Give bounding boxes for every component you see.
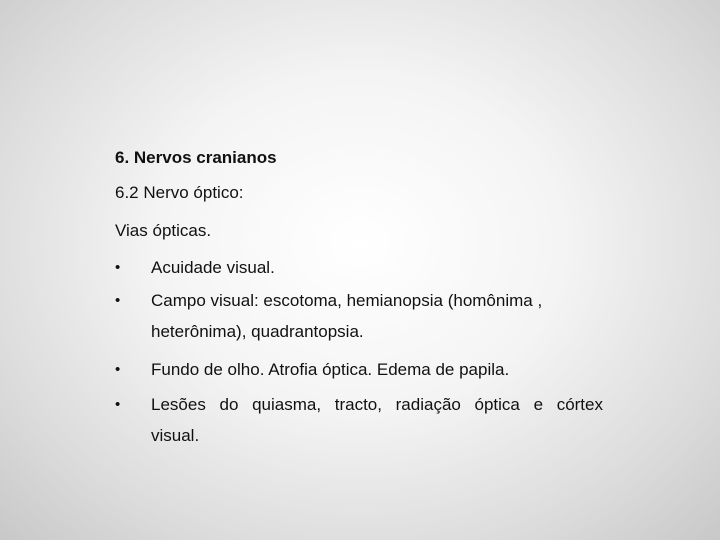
bullet-icon: • — [115, 396, 121, 413]
bullet-icon: • — [115, 361, 121, 378]
bullet-icon: • — [115, 259, 121, 276]
section-label: Vias ópticas. — [115, 221, 212, 240]
slide-subtitle: 6.2 Nervo óptico: — [115, 183, 244, 202]
bullet-icon: • — [115, 292, 121, 309]
bullet-text: Lesões do quiasma, tracto, radiação óptica e córtex visual. — [151, 395, 603, 445]
slide-title: 6. Nervos cranianos — [115, 148, 277, 167]
bullet-text: Fundo de olho. Atrofia óptica. Edema de papila. — [151, 360, 510, 379]
bullet-text: Campo visual: escotoma, hemianopsia (homônima , heterônima), quadrantopsia. — [151, 291, 543, 341]
bullet-text: Acuidade visual. — [151, 258, 275, 277]
